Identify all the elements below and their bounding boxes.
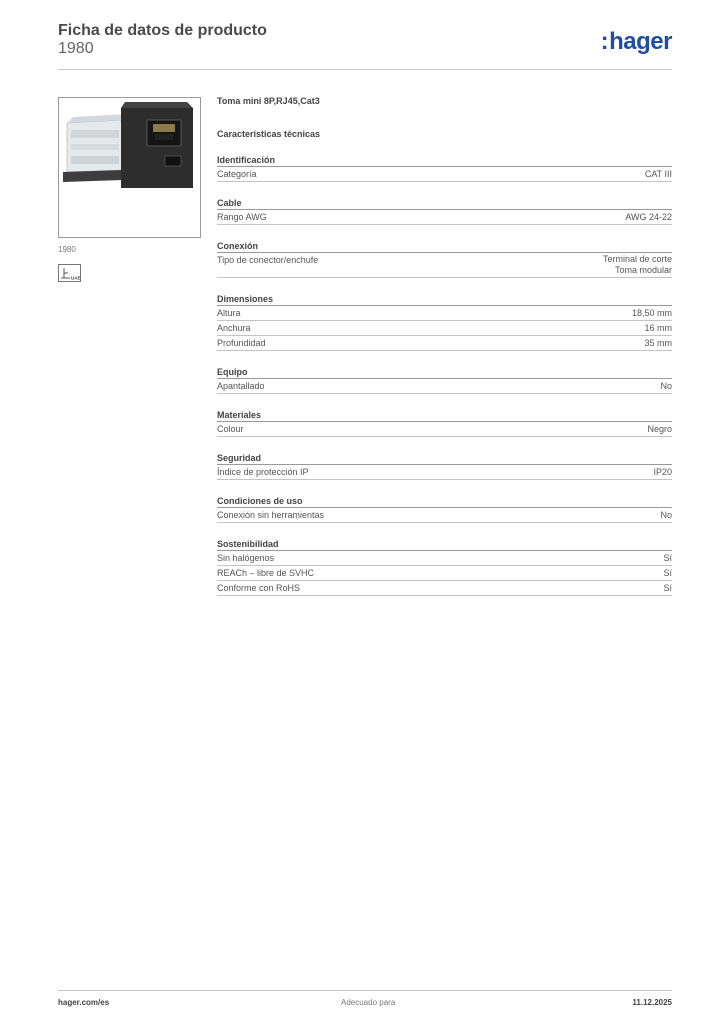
spec-row bbox=[217, 379, 672, 394]
spec-value: AWG 24-22 bbox=[625, 212, 672, 222]
footer-divider bbox=[58, 990, 672, 991]
spec-value: CAT III bbox=[644, 169, 672, 179]
spec-value: IP20 bbox=[653, 467, 672, 477]
spec-label: Rango AWG bbox=[217, 212, 267, 222]
spec-label: REACh – libre de SVHC bbox=[217, 568, 315, 578]
product-name: Toma mini 8P,RJ45,Cat3 bbox=[217, 96, 320, 106]
spec-row bbox=[217, 422, 672, 437]
product-code: 1980 bbox=[58, 40, 94, 57]
spec-value: No bbox=[660, 381, 672, 391]
section-title: Materiales bbox=[217, 409, 672, 422]
features-heading: Características técnicas bbox=[217, 129, 321, 139]
spec-label: Categoría bbox=[217, 169, 257, 179]
spec-row bbox=[217, 210, 672, 225]
section-identificacion bbox=[217, 154, 672, 182]
spec-label: Conexión sin herramientas bbox=[217, 510, 325, 520]
spec-row bbox=[217, 465, 672, 480]
spec-label: Colour bbox=[217, 424, 244, 434]
section-conexion bbox=[217, 240, 672, 278]
spec-label: Tipo de conector/enchufe bbox=[217, 255, 319, 265]
footer-website-link[interactable]: hager.com/es bbox=[58, 998, 110, 1007]
spec-value: 18,50 mm bbox=[631, 308, 672, 318]
spec-row bbox=[217, 306, 672, 321]
image-caption: 1980 bbox=[58, 245, 76, 254]
rj45-jack-image bbox=[59, 98, 201, 238]
spec-row bbox=[217, 551, 672, 566]
spec-row bbox=[217, 167, 672, 182]
footer-date: 11.12.2025 bbox=[632, 998, 672, 1007]
section-title: Seguridad bbox=[217, 452, 672, 465]
section-cable bbox=[217, 197, 672, 225]
section-title: Condiciones de uso bbox=[217, 495, 672, 508]
section-title: Equipo bbox=[217, 366, 672, 379]
section-sostenibilidad bbox=[217, 538, 672, 596]
svg-text:UAE: UAE bbox=[71, 275, 81, 281]
section-title: Cable bbox=[217, 197, 672, 210]
logo-colon-mark: : bbox=[600, 28, 609, 55]
spec-label: Índice de protección IP bbox=[217, 467, 309, 477]
spec-row bbox=[217, 581, 672, 596]
hager-logo[interactable] bbox=[601, 28, 672, 56]
spec-value: Sí bbox=[663, 553, 672, 563]
section-title: Identificación bbox=[217, 154, 672, 167]
spec-row bbox=[217, 336, 672, 351]
spec-label: Altura bbox=[217, 308, 241, 318]
spec-row bbox=[217, 508, 672, 523]
header-divider bbox=[58, 69, 672, 70]
spec-value: 35 mm bbox=[644, 338, 672, 348]
uae-certification-icon bbox=[58, 264, 81, 282]
spec-label: Apantallado bbox=[217, 381, 265, 391]
section-title: Conexión bbox=[217, 240, 672, 253]
spec-row bbox=[217, 253, 672, 278]
spec-value: No bbox=[660, 510, 672, 520]
section-title: Dimensiones bbox=[217, 293, 672, 306]
section-materiales bbox=[217, 409, 672, 437]
spec-row bbox=[217, 566, 672, 581]
section-equipo bbox=[217, 366, 672, 394]
spec-label: Sin halógenos bbox=[217, 553, 275, 563]
spec-value: Negro bbox=[647, 424, 672, 434]
spec-value-line: Terminal de corte bbox=[602, 254, 672, 264]
section-seguridad bbox=[217, 452, 672, 480]
product-image bbox=[58, 97, 201, 238]
spec-value: Sí bbox=[663, 583, 672, 593]
spec-value bbox=[603, 254, 672, 276]
section-condiciones-de-uso bbox=[217, 495, 672, 523]
section-title: Sostenibilidad bbox=[217, 538, 672, 551]
spec-label: Conforme con RoHS bbox=[217, 583, 301, 593]
spec-value-line: Toma modular bbox=[614, 265, 672, 275]
footer-middle-text: Adecuado para bbox=[341, 998, 396, 1007]
spec-value: 16 mm bbox=[644, 323, 672, 333]
spec-row bbox=[217, 321, 672, 336]
spec-label: Anchura bbox=[217, 323, 251, 333]
logo-text: hager bbox=[609, 28, 672, 55]
page-title: Ficha de datos de producto bbox=[58, 22, 267, 39]
spec-value: Sí bbox=[663, 568, 672, 578]
spec-label: Profundidad bbox=[217, 338, 266, 348]
product-spec-content bbox=[217, 96, 672, 596]
section-dimensiones bbox=[217, 293, 672, 351]
